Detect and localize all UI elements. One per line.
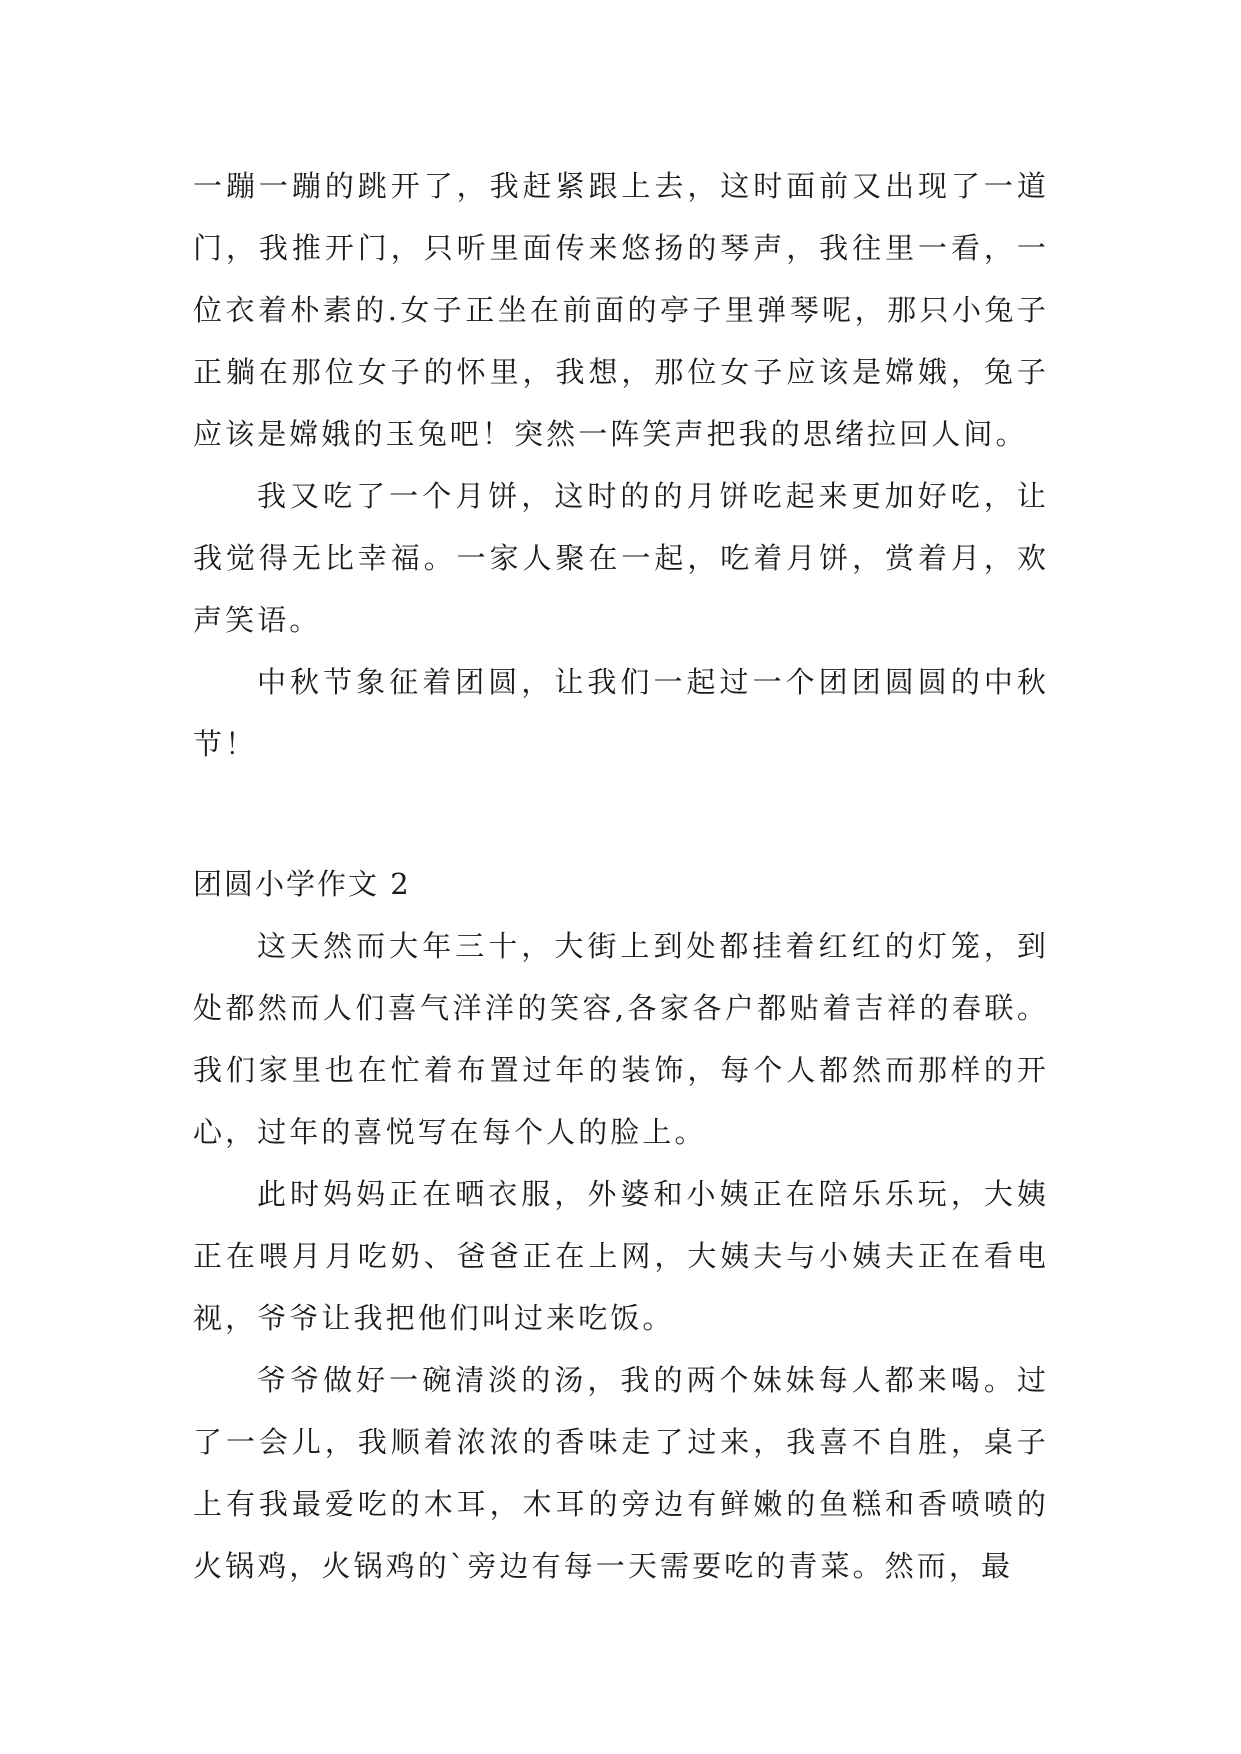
section-heading: 团圆小学作文 2 <box>193 867 411 901</box>
paragraph: 一蹦一蹦的跳开了，我赶紧跟上去，这时面前又出现了一道门，我推开门，只听里面传来悠扬的琴声，我往里一看，一位衣着朴素的.女子正坐在前面的亭子里弹琴呢，那只小兔子正躺在那位女子的怀里，我想，那位女子应该是嫦娥，兔子应该是嫦娥的玉兔吧！突然一阵笑声把我的思绪拉回人间。 <box>193 169 1049 451</box>
paragraph: 中秋节象征着团圆，让我们一起过一个团团圆圆的中秋节！ <box>193 665 1049 761</box>
paragraph: 这天然而大年三十，大街上到处都挂着红红的灯笼，到处都然而人们喜气洋洋的笑容,各家各户都贴着吉祥的春联。我们家里也在忙着布置过年的装饰，每个人都然而那样的开心，过年的喜悦写在每个人的脸上。 <box>193 929 1049 1149</box>
paragraph: 我又吃了一个月饼，这时的的月饼吃起来更加好吃，让我觉得无比幸福。一家人聚在一起，吃着月饼，赏着月，欢声笑语。 <box>193 479 1049 637</box>
paragraph: 此时妈妈正在晒衣服，外婆和小姨正在陪乐乐玩，大姨正在喂月月吃奶、爸爸正在上网，大姨夫与小姨夫正在看电视，爷爷让我把他们叫过来吃饭。 <box>193 1177 1049 1335</box>
paragraph: 爷爷做好一碗清淡的汤，我的两个妹妹每人都来喝。过了一会儿，我顺着浓浓的香味走了过来，我喜不自胜，桌子上有我最爱吃的木耳，木耳的旁边有鲜嫩的鱼糕和香喷喷的火锅鸡，火锅鸡的`旁边有每一天需要吃的青菜。然而，最 <box>193 1363 1049 1583</box>
document-body <box>193 155 1049 1597</box>
